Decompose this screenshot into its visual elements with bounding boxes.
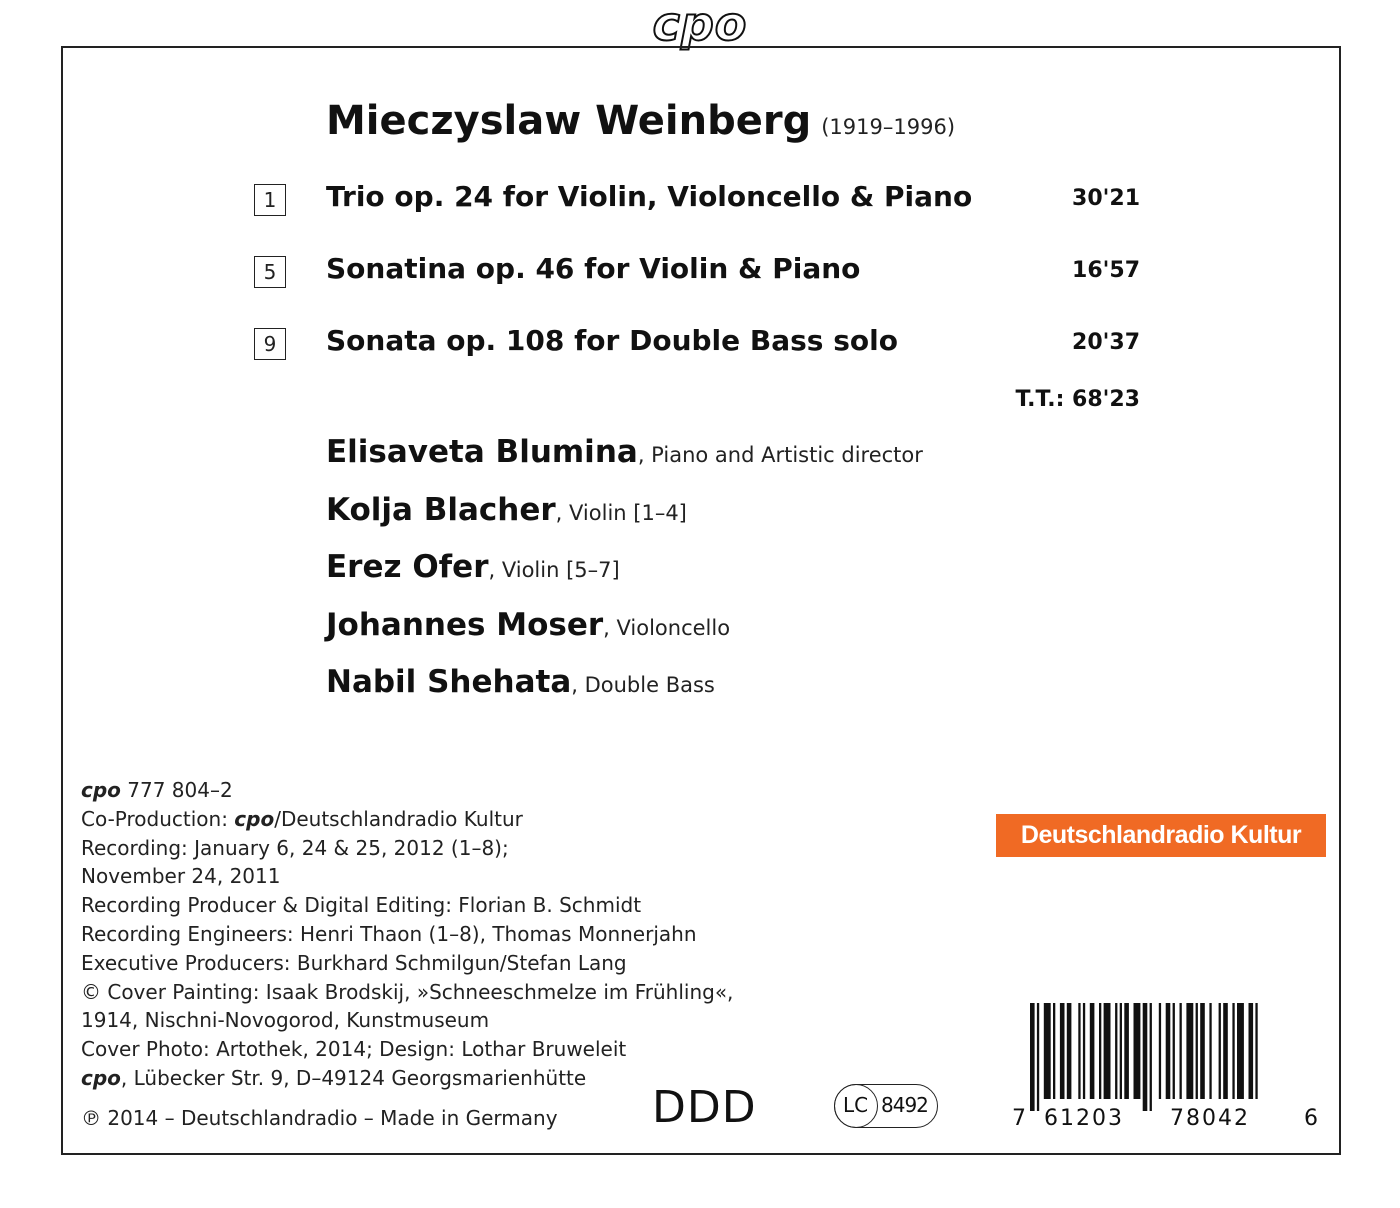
barcode-bar bbox=[1124, 1003, 1129, 1099]
barcode-bar bbox=[1223, 1003, 1228, 1099]
total-time: T.T.: 68'23 bbox=[1015, 387, 1140, 412]
work-duration: 20'37 bbox=[1072, 330, 1140, 355]
coproduction-line bbox=[81, 805, 733, 834]
barcode-bar bbox=[1099, 1003, 1101, 1099]
label-code-number: 8492 bbox=[881, 1093, 928, 1117]
credit-line: Recording Producer & Digital Editing: Florian B. Schmidt bbox=[81, 893, 642, 918]
barcode-bar bbox=[1249, 1003, 1254, 1099]
performer-role: , Violin [5–7] bbox=[488, 558, 620, 582]
barcode-bar bbox=[1196, 1003, 1198, 1099]
credit-line: Cover Photo: Artothek, 2014; Design: Lothar Bruweleit bbox=[81, 1037, 627, 1062]
performer-name: Johannes Moser bbox=[326, 607, 604, 643]
barcode-bar bbox=[1173, 1003, 1175, 1099]
label-code-badge bbox=[834, 1084, 938, 1128]
barcode-bar bbox=[1186, 1003, 1193, 1099]
barcode-bar bbox=[1115, 1003, 1117, 1099]
barcode-bar bbox=[1104, 1003, 1111, 1099]
catalog-number: 777 804–2 bbox=[120, 778, 233, 802]
barcode-digit-last: 6 bbox=[1304, 1106, 1318, 1131]
barcode-digits-right: 78042 bbox=[1170, 1106, 1250, 1131]
address-text: , Lübecker Str. 9, D–49124 Georgsmarienhütte bbox=[120, 1065, 587, 1090]
performer-role: , Double Bass bbox=[571, 673, 715, 697]
cpo-inline-logo: cpo bbox=[81, 778, 121, 802]
work-title: Sonata op. 108 for Double Bass solo bbox=[326, 324, 898, 357]
composer-heading bbox=[326, 98, 955, 144]
barcode-bar bbox=[1166, 1003, 1171, 1099]
composer-name: Mieczyslaw Weinberg bbox=[326, 98, 812, 144]
performer bbox=[326, 664, 715, 700]
performer-name: Kolja Blacher bbox=[326, 492, 556, 528]
barcode-digits-left: 61203 bbox=[1044, 1106, 1124, 1131]
credit-line: Executive Producers: Burkhard Schmilgun/Stefan Lang bbox=[81, 950, 627, 975]
cpo-inline-logo: cpo bbox=[81, 1065, 121, 1090]
work-duration: 16'57 bbox=[1072, 258, 1140, 283]
credit-line: 1914, Nischni-Novogorod, Kunstmuseum bbox=[81, 1008, 490, 1033]
barcode-bar bbox=[1090, 1003, 1095, 1099]
credit-line: November 24, 2011 bbox=[81, 864, 281, 889]
credits-block bbox=[81, 776, 733, 1093]
performer-role: , Violoncello bbox=[603, 616, 731, 640]
performer bbox=[326, 549, 620, 585]
barcode-bar bbox=[1150, 1003, 1152, 1111]
barcode-bar bbox=[1134, 1003, 1141, 1099]
composer-dates: (1919–1996) bbox=[821, 115, 956, 139]
barcode-bar bbox=[1200, 1003, 1205, 1099]
cpo-logo bbox=[0, 0, 1400, 51]
performer bbox=[326, 434, 923, 470]
barcode-bar bbox=[1159, 1003, 1161, 1099]
barcode-bar bbox=[1237, 1003, 1244, 1099]
barcode-bar bbox=[1120, 1003, 1122, 1099]
address-line bbox=[81, 1064, 733, 1093]
barcode-bar bbox=[1037, 1003, 1039, 1111]
phonogram-copyright: ℗ 2014 – Deutschlandradio – Made in Germany bbox=[81, 1106, 558, 1130]
barcode-bar bbox=[1232, 1003, 1234, 1099]
performer-name: Erez Ofer bbox=[326, 549, 489, 585]
performer-name: Elisaveta Blumina bbox=[326, 434, 638, 470]
work-title: Trio op. 24 for Violin, Violoncello & Piano bbox=[326, 180, 973, 213]
barcode-bar bbox=[1067, 1003, 1072, 1099]
performer bbox=[326, 607, 730, 643]
cpo-logo-text: cpo bbox=[639, 0, 762, 48]
deutschlandradio-kultur-logo: Deutschlandradio Kultur bbox=[996, 814, 1326, 857]
barcode-bar bbox=[1219, 1003, 1221, 1099]
coproduction-prefix: Co-Production: bbox=[81, 806, 235, 831]
work-duration: 30'21 bbox=[1072, 186, 1140, 211]
credit-line: Recording Engineers: Henri Thaon (1–8), Thomas Monnerjahn bbox=[81, 921, 697, 946]
work-title: Sonatina op. 46 for Violin & Piano bbox=[326, 252, 861, 285]
performer-role: , Piano and Artistic director bbox=[637, 443, 923, 467]
track-number-box: 5 bbox=[254, 256, 286, 288]
cpo-inline-logo: cpo bbox=[234, 806, 275, 831]
label-code-prefix: LC bbox=[834, 1084, 878, 1128]
barcode-bar bbox=[1078, 1003, 1080, 1099]
barcode-bar bbox=[1143, 1003, 1148, 1111]
track-number-box: 1 bbox=[254, 184, 286, 216]
performer-name: Nabil Shehata bbox=[326, 664, 572, 700]
credit-line: Recording: January 6, 24 & 25, 2012 (1–8); bbox=[81, 835, 509, 860]
barcode-icon bbox=[1030, 1003, 1300, 1111]
coproduction-suffix: /Deutschlandradio Kultur bbox=[274, 806, 523, 831]
performer-role: , Violin [1–4] bbox=[555, 501, 687, 525]
barcode-digit-first: 7 bbox=[1012, 1106, 1026, 1131]
ddd-mark: DDD bbox=[652, 1082, 757, 1133]
performer bbox=[326, 492, 687, 528]
barcode-bar bbox=[1083, 1003, 1085, 1099]
barcode-bar bbox=[1053, 1003, 1055, 1099]
barcode-bar bbox=[1255, 1003, 1257, 1099]
track-number-box: 9 bbox=[254, 328, 286, 360]
barcode-bar bbox=[1180, 1003, 1182, 1099]
barcode-bar bbox=[1060, 1003, 1065, 1099]
catalog-number-line bbox=[81, 776, 733, 805]
barcode-bar bbox=[1044, 1003, 1051, 1099]
barcode-bar bbox=[1209, 1003, 1211, 1099]
barcode-bar bbox=[1030, 1003, 1035, 1111]
credit-line: © Cover Painting: Isaak Brodskij, »Schneeschmelze im Frühling«, bbox=[81, 979, 734, 1004]
